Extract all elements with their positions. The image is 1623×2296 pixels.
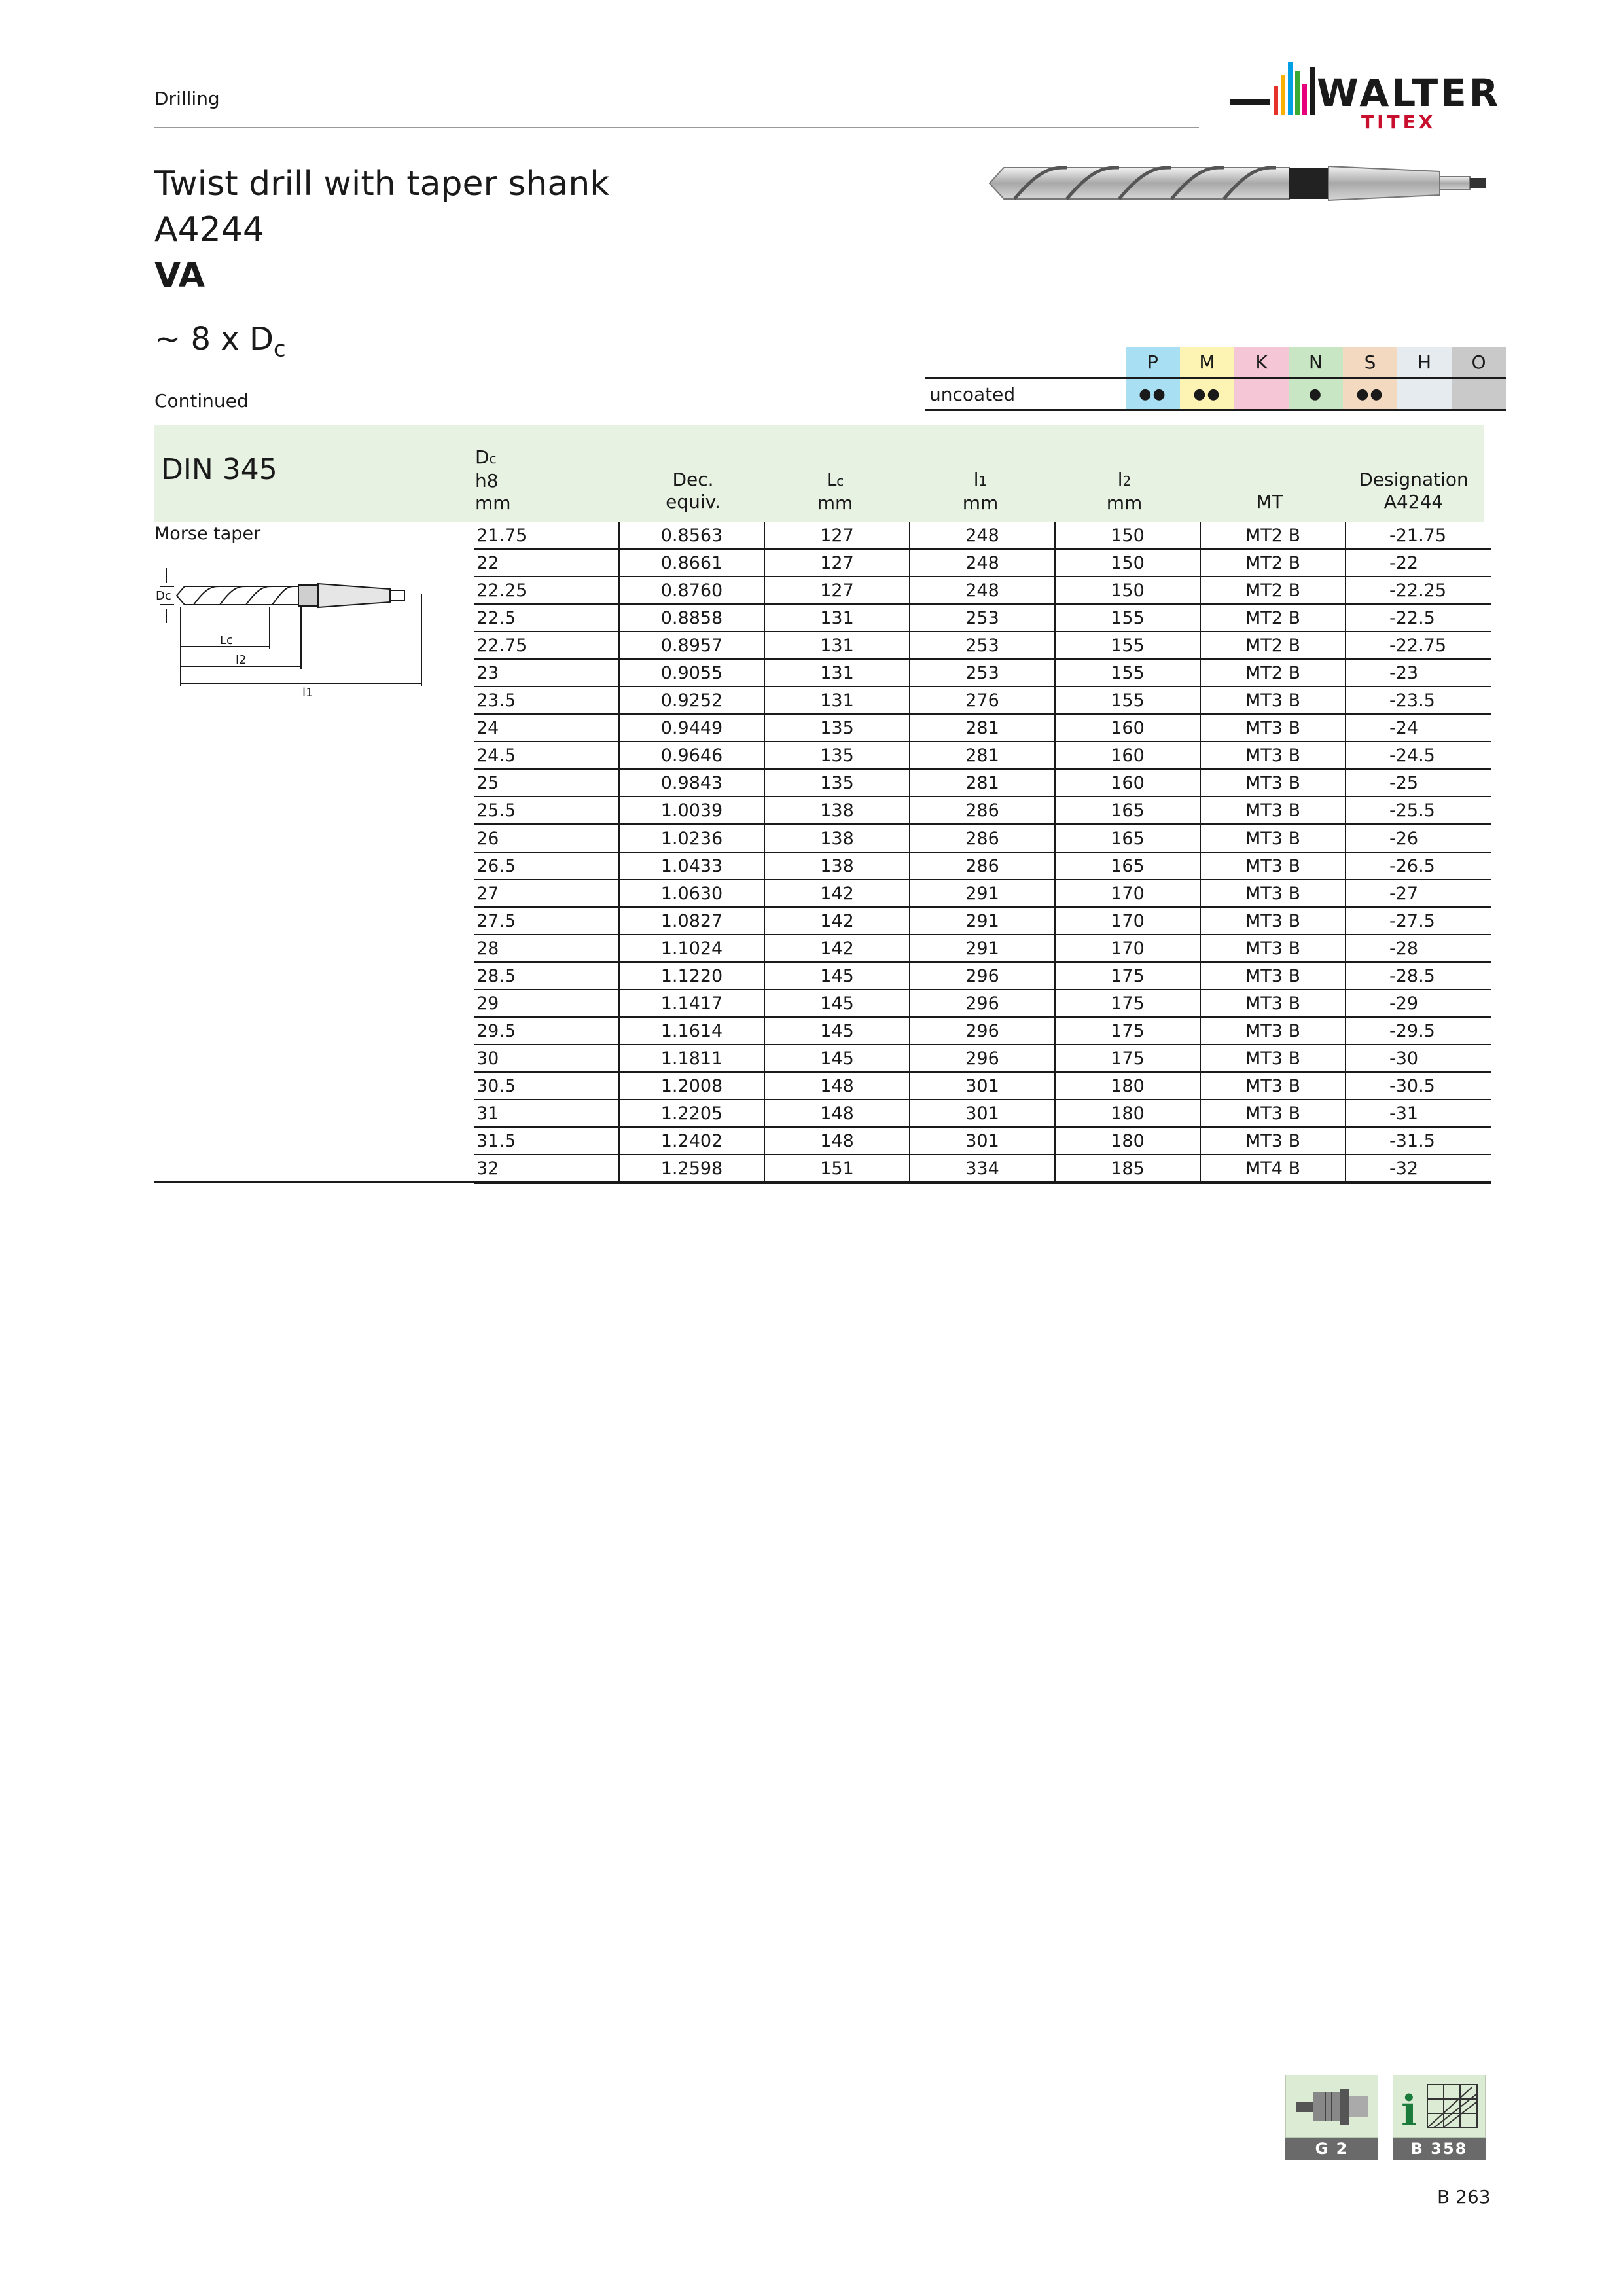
cell-decimal-equivalent: 0.9449: [619, 714, 764, 742]
cell-body-length: 165: [1055, 797, 1200, 825]
drill-dimension-drawing: [154, 568, 429, 699]
cell-body-length: 155: [1055, 604, 1200, 632]
length-ratio: ~ 8 x $D_c$: [154, 321, 286, 363]
reference-b358[interactable]: [1393, 2075, 1486, 2160]
cell-body-length: 180: [1055, 1127, 1200, 1155]
cell-designation: -31.5: [1346, 1127, 1491, 1155]
rating-p: ●●: [1126, 378, 1180, 410]
material-code-s: S: [1343, 347, 1397, 378]
cell-decimal-equivalent: 0.8661: [619, 549, 764, 577]
cell-body-length: 150: [1055, 549, 1200, 577]
cell-flute-length: 148: [764, 1100, 910, 1127]
svg-text:TITEX: TITEX: [1361, 111, 1436, 132]
cell-overall-length: 276: [910, 687, 1055, 714]
cell-body-length: 160: [1055, 742, 1200, 769]
cell-morse-taper: MT3 B: [1200, 825, 1346, 853]
continued-label: Continued: [154, 390, 249, 412]
table-bottom-rule: [154, 1181, 474, 1183]
cell-designation: -32: [1346, 1155, 1491, 1183]
column-header-l1: l1 mm: [962, 469, 999, 514]
reference-label: G 2: [1285, 2138, 1378, 2160]
cell-flute-length: 148: [764, 1072, 910, 1100]
cell-body-length: 150: [1055, 577, 1200, 604]
cell-flute-length: 142: [764, 907, 910, 935]
cell-decimal-equivalent: 0.8563: [619, 522, 764, 549]
table-row: [474, 577, 1491, 604]
cell-decimal-equivalent: 1.2008: [619, 1072, 764, 1100]
cell-designation: -30.5: [1346, 1072, 1491, 1100]
cell-designation: -27: [1346, 880, 1491, 907]
cell-flute-length: 127: [764, 549, 910, 577]
cell-designation: -23.5: [1346, 687, 1491, 714]
cell-overall-length: 291: [910, 880, 1055, 907]
cell-designation: -28.5: [1346, 962, 1491, 990]
cell-overall-length: 301: [910, 1072, 1055, 1100]
cell-morse-taper: MT3 B: [1200, 687, 1346, 714]
material-code-o: O: [1452, 347, 1506, 378]
cell-morse-taper: MT2 B: [1200, 549, 1346, 577]
cell-flute-length: 127: [764, 522, 910, 549]
cell-diameter: 32: [474, 1155, 619, 1183]
cell-overall-length: 248: [910, 577, 1055, 604]
cell-diameter: 28.5: [474, 962, 619, 990]
cell-flute-length: 138: [764, 825, 910, 853]
cell-morse-taper: MT3 B: [1200, 1045, 1346, 1072]
cell-diameter: 27.5: [474, 907, 619, 935]
cell-overall-length: 281: [910, 769, 1055, 797]
cell-flute-length: 135: [764, 714, 910, 742]
column-header-mt: MT: [1256, 491, 1283, 512]
cell-designation: -22.75: [1346, 632, 1491, 659]
table-row: [474, 604, 1491, 632]
cell-morse-taper: MT3 B: [1200, 769, 1346, 797]
header-divider: [154, 127, 1199, 128]
section-label: Drilling: [154, 88, 220, 109]
cell-designation: -24: [1346, 714, 1491, 742]
table-row: [474, 907, 1491, 935]
cell-body-length: 165: [1055, 852, 1200, 880]
rating-o: [1452, 378, 1506, 410]
cell-morse-taper: MT3 B: [1200, 880, 1346, 907]
cell-body-length: 160: [1055, 769, 1200, 797]
cell-morse-taper: MT3 B: [1200, 852, 1346, 880]
svg-text:Lc: Lc: [220, 634, 233, 647]
table-row: [474, 1017, 1491, 1045]
cell-flute-length: 131: [764, 604, 910, 632]
cell-decimal-equivalent: 0.9646: [619, 742, 764, 769]
cell-overall-length: 301: [910, 1100, 1055, 1127]
cell-diameter: 31: [474, 1100, 619, 1127]
table-row: [474, 632, 1491, 659]
cell-decimal-equivalent: 1.0236: [619, 825, 764, 853]
cell-morse-taper: MT3 B: [1200, 907, 1346, 935]
cell-morse-taper: MT3 B: [1200, 714, 1346, 742]
cell-designation: -22: [1346, 549, 1491, 577]
cell-body-length: 170: [1055, 935, 1200, 962]
table-row: [474, 1072, 1491, 1100]
material-group-table: [925, 347, 1506, 411]
cell-decimal-equivalent: 1.1811: [619, 1045, 764, 1072]
table-row: [474, 714, 1491, 742]
cell-overall-length: 281: [910, 742, 1055, 769]
table-row: [474, 935, 1491, 962]
cell-overall-length: 248: [910, 549, 1055, 577]
cell-body-length: 170: [1055, 907, 1200, 935]
cell-designation: -25.5: [1346, 797, 1491, 825]
cell-designation: -31: [1346, 1100, 1491, 1127]
cell-decimal-equivalent: 1.2402: [619, 1127, 764, 1155]
material-code-p: P: [1126, 347, 1180, 378]
cell-overall-length: 296: [910, 1045, 1055, 1072]
cell-overall-length: 286: [910, 825, 1055, 853]
cell-designation: -26.5: [1346, 852, 1491, 880]
cell-decimal-equivalent: 0.8858: [619, 604, 764, 632]
cell-flute-length: 138: [764, 797, 910, 825]
cell-diameter: 22.25: [474, 577, 619, 604]
cell-flute-length: 131: [764, 687, 910, 714]
cell-flute-length: 145: [764, 1017, 910, 1045]
cell-body-length: 175: [1055, 1045, 1200, 1072]
cell-flute-length: 145: [764, 1045, 910, 1072]
cell-diameter: 29: [474, 990, 619, 1017]
table-row: [474, 825, 1491, 853]
cell-flute-length: 145: [764, 962, 910, 990]
column-header-dc: Dc h8 mm: [475, 446, 511, 514]
cell-overall-length: 301: [910, 1127, 1055, 1155]
cell-flute-length: 142: [764, 880, 910, 907]
cell-body-length: 165: [1055, 825, 1200, 853]
cell-designation: -23: [1346, 659, 1491, 687]
column-header-l2: l2 mm: [1106, 469, 1143, 514]
cell-body-length: 180: [1055, 1072, 1200, 1100]
drill-product-image: [988, 157, 1505, 209]
cell-overall-length: 286: [910, 852, 1055, 880]
table-row: [474, 990, 1491, 1017]
cell-designation: -29: [1346, 990, 1491, 1017]
cell-diameter: 26.5: [474, 852, 619, 880]
table-row: [474, 522, 1491, 549]
cell-decimal-equivalent: 0.9055: [619, 659, 764, 687]
cell-overall-length: 248: [910, 522, 1055, 549]
material-code-m: M: [1180, 347, 1234, 378]
svg-text:l2: l2: [236, 653, 247, 667]
cell-morse-taper: MT3 B: [1200, 742, 1346, 769]
cell-diameter: 22: [474, 549, 619, 577]
table-row: [474, 962, 1491, 990]
cell-body-length: 155: [1055, 632, 1200, 659]
cell-designation: -22.5: [1346, 604, 1491, 632]
table-row: [474, 1127, 1491, 1155]
cell-diameter: 21.75: [474, 522, 619, 549]
cell-morse-taper: MT2 B: [1200, 659, 1346, 687]
cell-overall-length: 334: [910, 1155, 1055, 1183]
table-row: [474, 659, 1491, 687]
cell-decimal-equivalent: 1.0827: [619, 907, 764, 935]
cell-morse-taper: MT2 B: [1200, 604, 1346, 632]
cell-diameter: 24: [474, 714, 619, 742]
cell-morse-taper: MT3 B: [1200, 1100, 1346, 1127]
cell-decimal-equivalent: 1.1417: [619, 990, 764, 1017]
cell-body-length: 185: [1055, 1155, 1200, 1183]
product-grade: VA: [154, 256, 205, 295]
cell-flute-length: 135: [764, 769, 910, 797]
cell-morse-taper: MT2 B: [1200, 577, 1346, 604]
cell-body-length: 175: [1055, 990, 1200, 1017]
rating-m: ●●: [1180, 378, 1234, 410]
cell-decimal-equivalent: 1.0433: [619, 852, 764, 880]
info-chart-icon: [1393, 2075, 1486, 2138]
cell-diameter: 29.5: [474, 1017, 619, 1045]
table-row: [474, 769, 1491, 797]
cell-diameter: 23.5: [474, 687, 619, 714]
cell-flute-length: 135: [764, 742, 910, 769]
cell-diameter: 23: [474, 659, 619, 687]
cell-body-length: 170: [1055, 880, 1200, 907]
walter-titex-logo: [1230, 60, 1505, 132]
svg-text:l1: l1: [302, 686, 313, 699]
cell-designation: -22.25: [1346, 577, 1491, 604]
table-row: [474, 880, 1491, 907]
cell-body-length: 155: [1055, 687, 1200, 714]
cell-decimal-equivalent: 0.9843: [619, 769, 764, 797]
column-header-lc: Lc mm: [817, 469, 853, 514]
cell-diameter: 30.5: [474, 1072, 619, 1100]
coating-label: uncoated: [925, 378, 1126, 410]
rating-s: ●●: [1343, 378, 1397, 410]
cell-body-length: 160: [1055, 714, 1200, 742]
cell-designation: -27.5: [1346, 907, 1491, 935]
product-title: [154, 161, 609, 298]
cell-decimal-equivalent: 0.8760: [619, 577, 764, 604]
cell-decimal-equivalent: 0.8957: [619, 632, 764, 659]
cell-diameter: 28: [474, 935, 619, 962]
cell-diameter: 26: [474, 825, 619, 853]
cell-morse-taper: MT3 B: [1200, 962, 1346, 990]
table-row: [474, 1100, 1491, 1127]
cell-overall-length: 253: [910, 659, 1055, 687]
product-name: Twist drill with taper shank: [154, 164, 610, 204]
column-header-designation: Designation A4244: [1359, 469, 1469, 512]
cell-overall-length: 296: [910, 962, 1055, 990]
reference-g2[interactable]: [1285, 2075, 1378, 2160]
cell-morse-taper: MT4 B: [1200, 1155, 1346, 1183]
rating-n: ●: [1289, 378, 1343, 410]
cell-diameter: 22.75: [474, 632, 619, 659]
cell-body-length: 175: [1055, 962, 1200, 990]
material-code-h: H: [1397, 347, 1452, 378]
cell-body-length: 155: [1055, 659, 1200, 687]
cell-flute-length: 127: [764, 577, 910, 604]
shank-type-label: Morse taper: [154, 524, 261, 544]
cell-morse-taper: MT3 B: [1200, 1127, 1346, 1155]
cell-diameter: 25: [474, 769, 619, 797]
material-code-n: N: [1289, 347, 1343, 378]
cell-flute-length: 148: [764, 1127, 910, 1155]
cell-diameter: 31.5: [474, 1127, 619, 1155]
cell-decimal-equivalent: 0.9252: [619, 687, 764, 714]
cell-diameter: 27: [474, 880, 619, 907]
cell-designation: -24.5: [1346, 742, 1491, 769]
cell-decimal-equivalent: 1.0039: [619, 797, 764, 825]
cell-morse-taper: MT2 B: [1200, 522, 1346, 549]
cell-designation: -29.5: [1346, 1017, 1491, 1045]
page-number: B 263: [1437, 2186, 1491, 2208]
cell-flute-length: 131: [764, 659, 910, 687]
cell-overall-length: 291: [910, 935, 1055, 962]
cell-diameter: 30: [474, 1045, 619, 1072]
cell-morse-taper: MT3 B: [1200, 990, 1346, 1017]
cell-decimal-equivalent: 1.2598: [619, 1155, 764, 1183]
cell-decimal-equivalent: 1.1024: [619, 935, 764, 962]
cell-designation: -28: [1346, 935, 1491, 962]
cell-overall-length: 296: [910, 1017, 1055, 1045]
table-row: [474, 1045, 1491, 1072]
standard-label: DIN 345: [161, 453, 277, 486]
table-row: [474, 852, 1491, 880]
cell-overall-length: 253: [910, 604, 1055, 632]
cell-morse-taper: MT2 B: [1200, 632, 1346, 659]
rating-h: [1397, 378, 1452, 410]
cell-designation: -21.75: [1346, 522, 1491, 549]
product-code: A4244: [154, 210, 264, 249]
cell-flute-length: 142: [764, 935, 910, 962]
cell-morse-taper: MT3 B: [1200, 1072, 1346, 1100]
cell-overall-length: 296: [910, 990, 1055, 1017]
table-row: [474, 797, 1491, 825]
dimension-table: [474, 522, 1491, 1184]
table-row: [474, 687, 1491, 714]
cell-morse-taper: MT3 B: [1200, 935, 1346, 962]
cell-flute-length: 151: [764, 1155, 910, 1183]
cell-morse-taper: MT3 B: [1200, 1017, 1346, 1045]
cell-body-length: 180: [1055, 1100, 1200, 1127]
cell-morse-taper: MT3 B: [1200, 797, 1346, 825]
cell-decimal-equivalent: 1.1220: [619, 962, 764, 990]
svg-text:Dc: Dc: [156, 589, 171, 603]
cell-overall-length: 291: [910, 907, 1055, 935]
cell-overall-length: 281: [910, 714, 1055, 742]
cell-flute-length: 145: [764, 990, 910, 1017]
cell-flute-length: 138: [764, 852, 910, 880]
cell-decimal-equivalent: 1.1614: [619, 1017, 764, 1045]
cell-designation: -26: [1346, 825, 1491, 853]
cell-diameter: 25.5: [474, 797, 619, 825]
cell-overall-length: 253: [910, 632, 1055, 659]
svg-text:i: i: [1401, 2087, 1418, 2136]
cell-diameter: 24.5: [474, 742, 619, 769]
cell-decimal-equivalent: 1.0630: [619, 880, 764, 907]
tool-holder-icon: [1285, 2075, 1378, 2138]
table-row: [474, 1155, 1491, 1183]
cell-flute-length: 131: [764, 632, 910, 659]
cell-body-length: 175: [1055, 1017, 1200, 1045]
table-row: [474, 742, 1491, 769]
svg-text:WALTER: WALTER: [1317, 71, 1501, 115]
cell-designation: -25: [1346, 769, 1491, 797]
table-row: [474, 549, 1491, 577]
reference-label: B 358: [1393, 2138, 1486, 2160]
material-code-k: K: [1234, 347, 1289, 378]
cell-designation: -30: [1346, 1045, 1491, 1072]
cell-diameter: 22.5: [474, 604, 619, 632]
rating-k: [1234, 378, 1289, 410]
cell-decimal-equivalent: 1.2205: [619, 1100, 764, 1127]
cell-overall-length: 286: [910, 797, 1055, 825]
column-header-dec: Dec. equiv.: [666, 469, 721, 512]
cell-body-length: 150: [1055, 522, 1200, 549]
